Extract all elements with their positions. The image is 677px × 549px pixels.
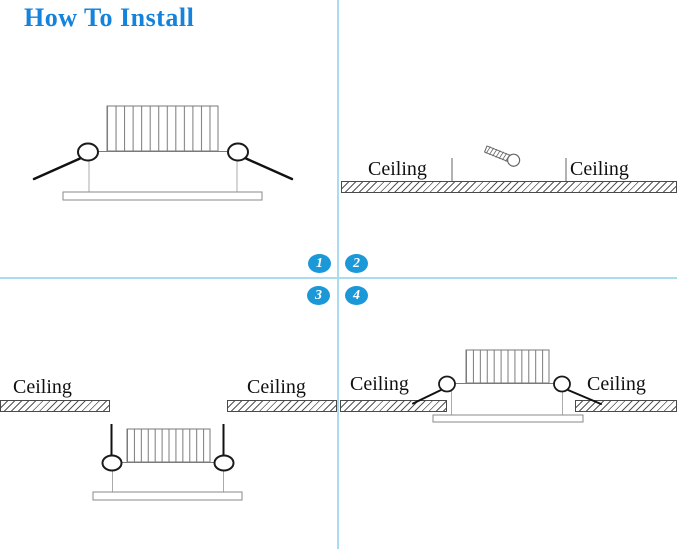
heatsink-fins bbox=[107, 106, 218, 151]
ceiling-section-step3-right bbox=[227, 400, 337, 412]
step-badge-2 bbox=[345, 254, 368, 273]
clip-pivot-left bbox=[103, 456, 122, 471]
step-number: 3 bbox=[315, 287, 322, 303]
trim-flange bbox=[93, 492, 242, 500]
heatsink-fins bbox=[127, 429, 210, 462]
ceiling-label-step4-right: Ceiling bbox=[587, 373, 646, 395]
ceiling-label-step3-right: Ceiling bbox=[247, 376, 306, 398]
clip-pivot-left bbox=[78, 144, 98, 161]
spring-clip-left-locked bbox=[413, 390, 441, 404]
step-badge-3 bbox=[307, 286, 330, 305]
ceiling-label-step4-left: Ceiling bbox=[350, 373, 409, 395]
step-number: 2 bbox=[353, 255, 360, 271]
step1-downlight-drawing bbox=[0, 80, 337, 220]
downlight-step1 bbox=[34, 106, 292, 200]
spring-clip-left bbox=[34, 159, 80, 180]
page-title: How To Install bbox=[24, 3, 195, 32]
drill-bit-icon bbox=[484, 143, 522, 168]
ceiling-label-step2-right: Ceiling bbox=[570, 158, 629, 180]
downlight-step4 bbox=[413, 350, 601, 422]
quadrant-divider-horizontal bbox=[0, 277, 677, 279]
spring-clip-right-locked bbox=[568, 390, 601, 404]
step-number: 4 bbox=[353, 287, 360, 303]
ceiling-label-step3-left: Ceiling bbox=[13, 376, 72, 398]
trim-flange bbox=[433, 415, 583, 422]
step4-installed-drawing bbox=[340, 340, 677, 430]
step-badge-4 bbox=[345, 286, 368, 305]
clip-pivot-right bbox=[215, 456, 234, 471]
ceiling-section-step3-left bbox=[0, 400, 110, 412]
clip-pivot-right bbox=[228, 144, 248, 161]
ceiling-section-step2 bbox=[341, 181, 677, 193]
step-number: 1 bbox=[316, 255, 323, 271]
heatsink-fins bbox=[466, 350, 549, 383]
spring-clip-right bbox=[246, 159, 292, 180]
downlight-step3 bbox=[93, 424, 242, 500]
step-badge-1 bbox=[308, 254, 331, 273]
trim-flange bbox=[63, 192, 262, 200]
quadrant-divider-vertical bbox=[337, 0, 339, 549]
ceiling-label-step2-left: Ceiling bbox=[368, 158, 427, 180]
clip-pivot-left bbox=[439, 377, 455, 392]
clip-pivot-right bbox=[554, 377, 570, 392]
step3-insert-drawing bbox=[0, 415, 337, 520]
